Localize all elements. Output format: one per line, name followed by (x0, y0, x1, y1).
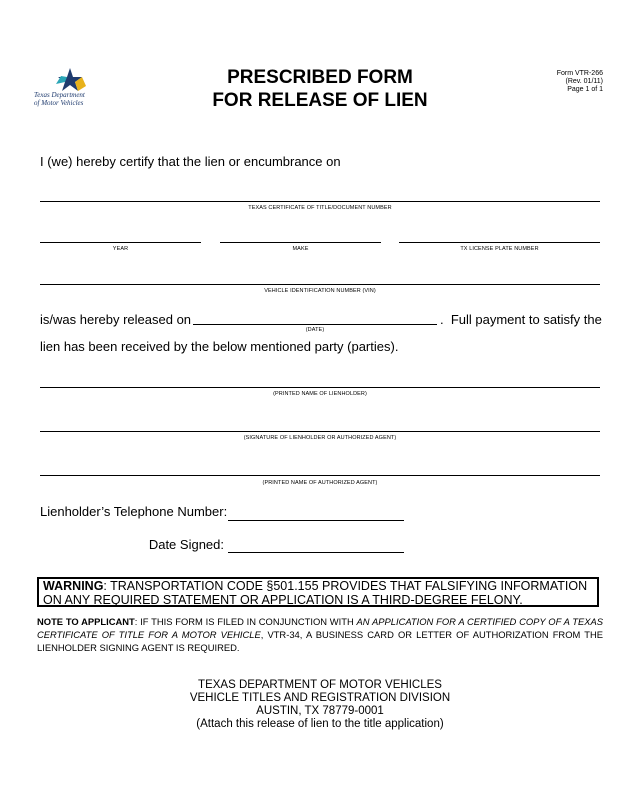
note-to-applicant (37, 615, 603, 654)
warning-box (37, 577, 599, 607)
form-page: Page 1 of 1 (567, 86, 603, 93)
note-text-b: , VTR-34, A BUSINESS CARD OR LETTER OF AUTHORIZATION FROM THE LIENHOLDER SIGNING AGENT IS REQUIRED. (37, 629, 603, 653)
footer-line3: AUSTIN, TX 78779-0001 (256, 705, 384, 717)
plate-number-caption: TX LICENSE PLATE NUMBER (460, 246, 539, 252)
note-label: NOTE TO APPLICANT (37, 616, 135, 627)
footer-line4: (Attach this release of lien to the title application) (196, 718, 444, 730)
agent-name-caption: (PRINTED NAME OF AUTHORIZED AGENT) (262, 480, 378, 486)
form-identifier (557, 70, 603, 94)
logo-text-line2: of Motor Vehicles (34, 98, 84, 107)
txdmv-logo (34, 66, 106, 114)
telephone-field[interactable] (228, 520, 404, 521)
signature-caption: (SIGNATURE OF LIENHOLDER OR AUTHORIZED AGENT) (243, 435, 397, 441)
make-field[interactable] (220, 242, 381, 243)
warning-line1 (43, 579, 593, 593)
lienholder-name-field[interactable] (40, 387, 600, 388)
vin-caption: VEHICLE IDENTIFICATION NUMBER (VIN) (264, 288, 376, 294)
title-document-number-field[interactable] (40, 201, 600, 202)
footer-line1: TEXAS DEPARTMENT OF MOTOR VEHICLES (198, 679, 442, 691)
warning-text-line2: ON ANY REQUIRED STATEMENT OR APPLICATION IS A THIRD-DEGREE FELONY. (43, 593, 523, 607)
warning-text-line1: : TRANSPORTATION CODE §501.155 PROVIDES THAT FALSIFYING INFORMATION (103, 579, 588, 593)
certify-text: I (we) hereby certify that the lien or encumbrance on (40, 154, 341, 169)
year-caption: YEAR (112, 246, 129, 252)
lienholder-name-caption: (PRINTED NAME OF LIENHOLDER) (273, 391, 367, 397)
telephone-label: Lienholder’s Telephone Number: (40, 504, 228, 519)
form-revision: (Rev. 01/11) (565, 78, 603, 85)
form-title (140, 66, 500, 112)
logo-text-line1: Texas Department (34, 91, 85, 99)
released-on-text: is/was hereby released on (40, 312, 192, 327)
txdmv-star-icon (34, 66, 106, 94)
form-title-line2: FOR RELEASE OF LIEN (212, 90, 428, 111)
year-field[interactable] (40, 242, 201, 243)
make-caption: MAKE (292, 246, 309, 252)
agent-name-field[interactable] (40, 475, 600, 476)
footer-line2: VEHICLE TITLES AND REGISTRATION DIVISION (189, 692, 451, 704)
plate-number-field[interactable] (399, 242, 600, 243)
warning-label: WARNING (43, 579, 104, 593)
footer-address (120, 679, 520, 731)
logo-wordmark (34, 92, 106, 107)
note-text-italic: AN APPLICATION FOR A CERTIFIED COPY OF A TEXAS CERTIFICATE OF TITLE FOR A MOTOR VEHICLE (37, 616, 604, 640)
note-text-a: : IF THIS FORM IS FILED IN CONJUNCTION WITH (134, 616, 357, 627)
signature-field[interactable] (40, 431, 600, 432)
release-date-caption: (DATE) (305, 327, 325, 333)
form-number: Form VTR-266 (556, 70, 603, 77)
release-date-field[interactable] (193, 324, 437, 325)
vin-field[interactable] (40, 284, 600, 285)
date-signed-field[interactable] (228, 552, 404, 553)
full-payment-text: . Full payment to satisfy the (440, 312, 602, 327)
date-signed-label: Date Signed: (148, 537, 224, 552)
title-document-number-caption: TEXAS CERTIFICATE OF TITLE/DOCUMENT NUMBER (248, 205, 392, 211)
form-title-line1: PRESCRIBED FORM (227, 67, 413, 88)
lien-received-text: lien has been received by the below mentioned party (parties). (40, 339, 399, 354)
